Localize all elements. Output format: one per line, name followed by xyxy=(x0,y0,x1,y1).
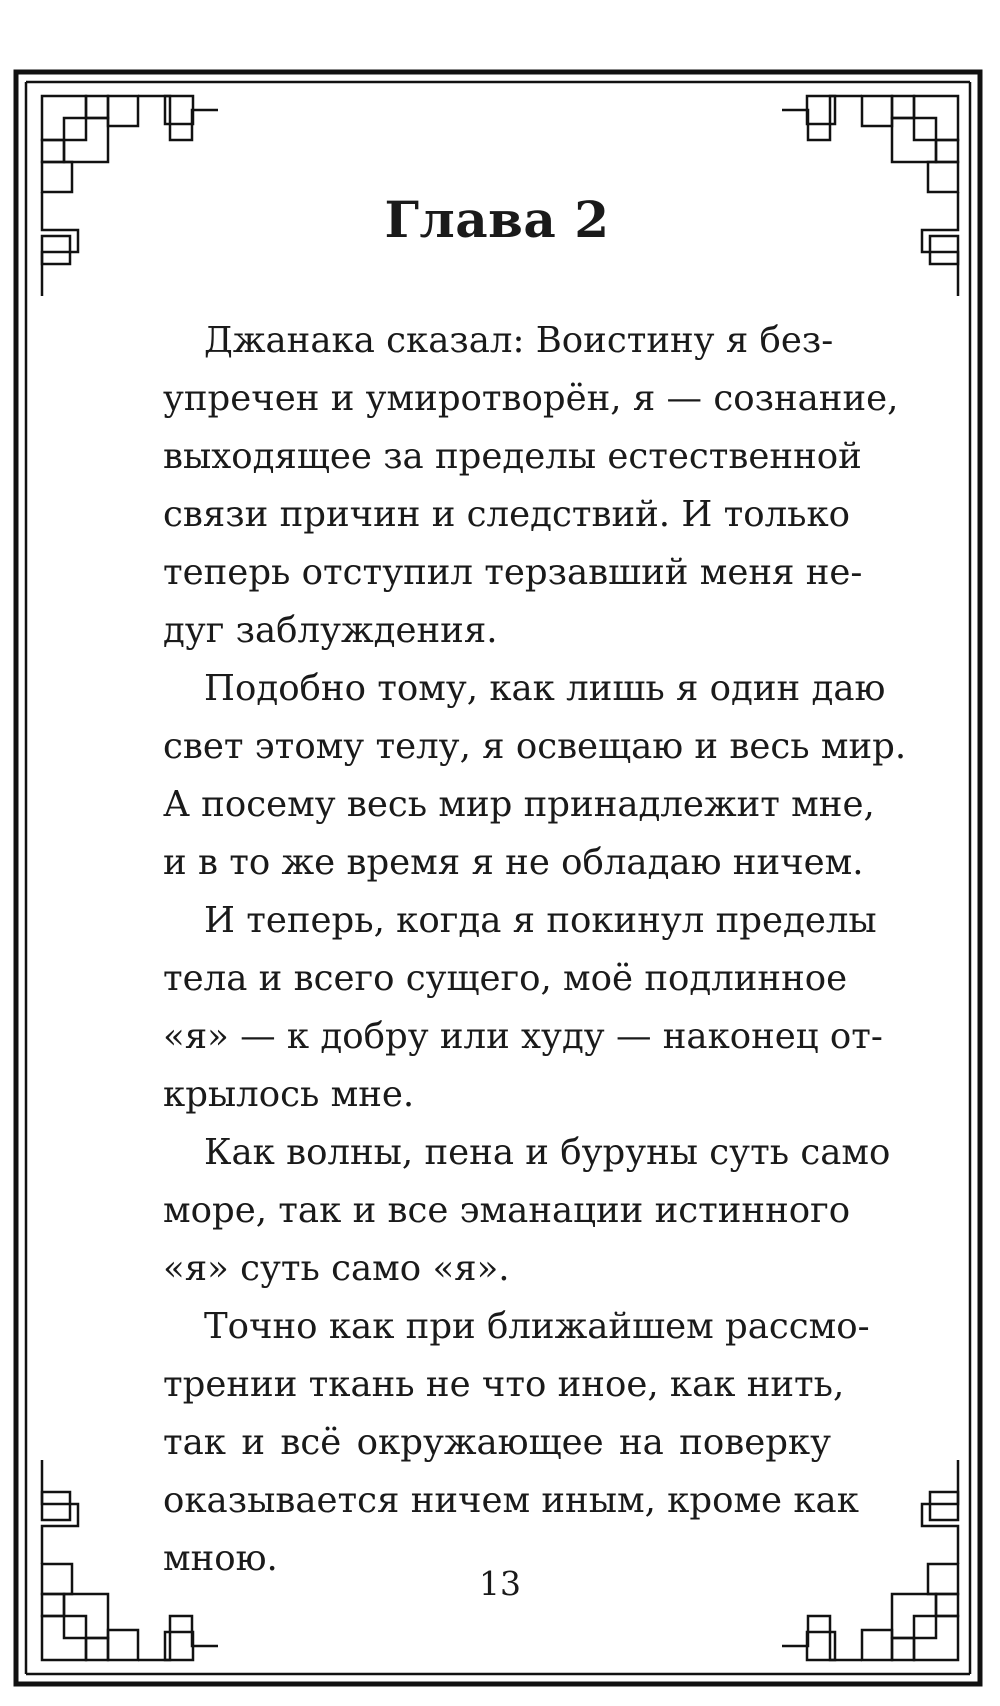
paragraph xyxy=(163,1124,891,1298)
text-line: Джанака сказал: Воистину я без- xyxy=(204,320,834,361)
paragraph-list xyxy=(163,312,907,1588)
text-line: мною. xyxy=(163,1538,278,1579)
text-line: связи причин и следствий. И только xyxy=(163,494,851,535)
text-line: выходящее за пределы естественной xyxy=(163,436,862,477)
text-line: так и всё окружающее на поверку xyxy=(163,1422,831,1463)
text-line: крылось мне. xyxy=(163,1074,415,1115)
text-line: тела и всего сущего, моё подлинное xyxy=(163,958,848,999)
text-line: «я» — к добру или худу — наконец от- xyxy=(163,1016,883,1057)
text-line: и в то же время я не обладаю ничем. xyxy=(163,842,864,883)
paragraph xyxy=(163,892,883,1124)
paragraph xyxy=(163,660,907,892)
text-line: трении ткань не что иное, как нить, xyxy=(163,1364,845,1405)
text-line: упречен и умиротворён, я — сознание, xyxy=(163,378,899,419)
text-line: оказывается ничем иным, кроме как xyxy=(163,1480,859,1521)
text-line: море, так и все эманации истинного xyxy=(163,1190,851,1231)
text-line: дуг заблуждения. xyxy=(163,610,498,651)
text-line: «я» суть само «я». xyxy=(163,1248,510,1289)
paragraph xyxy=(163,1298,870,1588)
paragraph xyxy=(163,312,899,660)
text-line: Подобно тому, как лишь я один даю xyxy=(204,668,886,709)
chapter-title: Глава 2 xyxy=(384,190,610,249)
text-block xyxy=(163,190,907,1588)
text-line: свет этому телу, я освещаю и весь мир. xyxy=(163,726,907,767)
text-line: Точно как при ближайшем рассмо- xyxy=(204,1306,870,1347)
text-line: А посему весь мир принадлежит мне, xyxy=(163,784,875,825)
page-number: 13 xyxy=(479,1564,521,1603)
text-line: Как волны, пена и буруны суть само xyxy=(204,1132,891,1173)
text-line: теперь отступил терзавший меня не- xyxy=(163,552,863,593)
text-line: И теперь, когда я покинул пределы xyxy=(204,900,877,941)
